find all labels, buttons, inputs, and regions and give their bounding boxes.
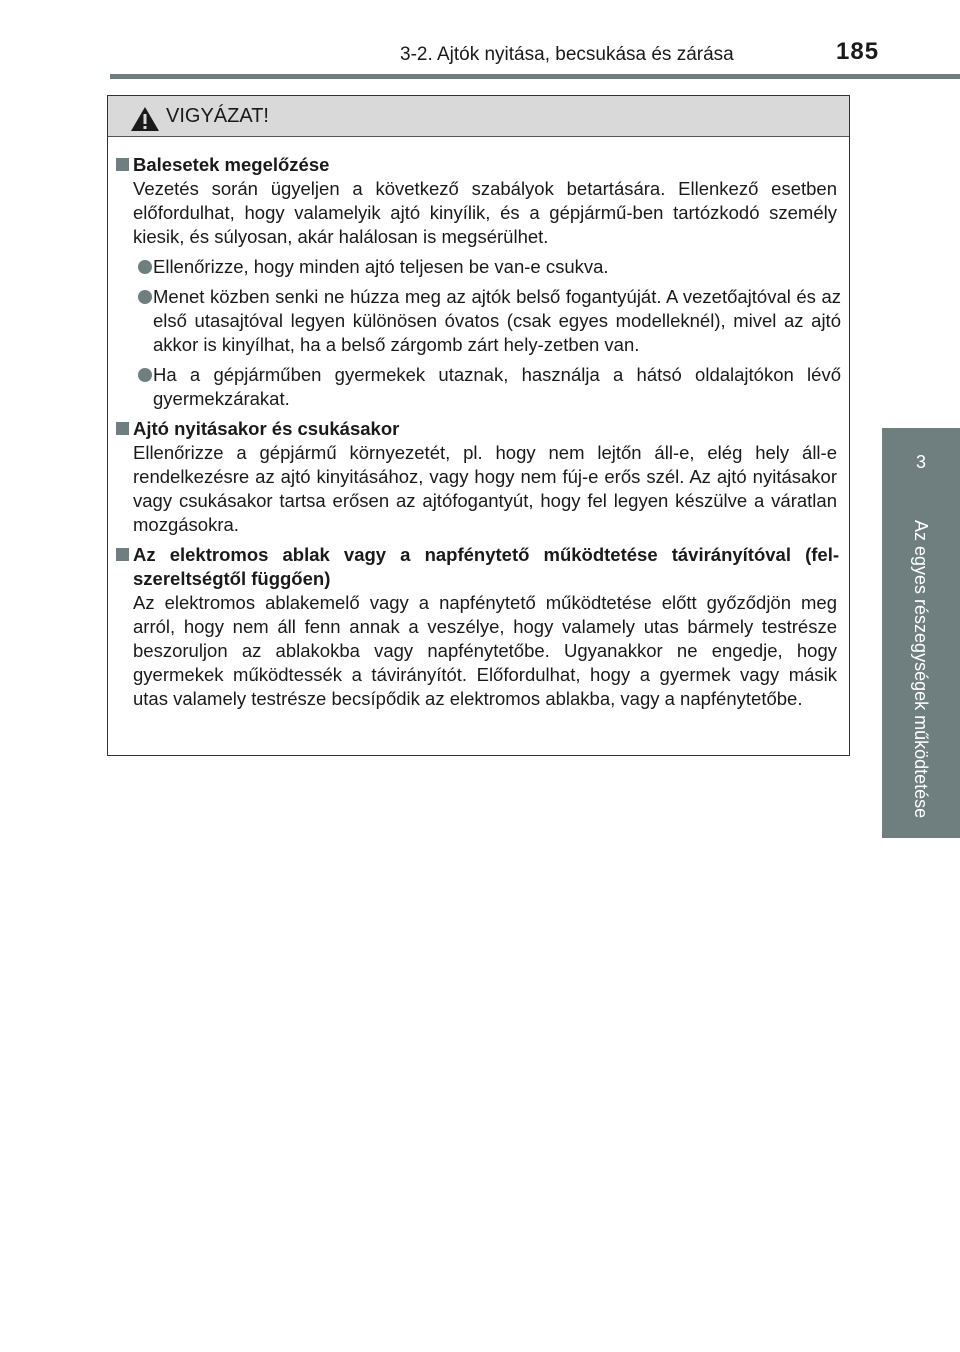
- section-title: Balesetek megelőzése: [133, 154, 330, 175]
- page-header-title: 3-2. Ajtók nyitása, becsukása és zárása: [400, 44, 734, 65]
- bullet-dot-icon: [138, 290, 152, 304]
- bullet-item: [133, 285, 841, 357]
- chapter-label: Az egyes részegységek működtetése: [911, 520, 931, 819]
- warning-triangle-icon: [130, 106, 160, 132]
- bullet-dot-icon: [138, 368, 152, 382]
- section-title: Ajtó nyitásakor és csukásakor: [133, 418, 400, 439]
- section-text: Vezetés során ügyeljen a következő szabályok betartására. Ellenkező esetben előfordulhat, hogy valamelyik ajtó kinyílik, és a gépjármű-ben tartózkodó személy kiesik, és súlyosan, akár halálosan is megsérülhet.: [133, 178, 837, 247]
- header-divider: [110, 74, 960, 79]
- section-square-marker: [116, 548, 129, 561]
- section-title: Az elektromos ablak vagy a napfénytető működtetése távirányítóval (fel-szereltségtől függően): [133, 544, 839, 589]
- section-square-marker: [116, 422, 129, 435]
- section-power-window-remote: [108, 543, 849, 711]
- warning-title: VIGYÁZAT!: [166, 105, 269, 127]
- section-square-marker: [116, 158, 129, 171]
- page-number: 185: [836, 38, 880, 65]
- section-text: Ellenőrizze a gépjármű környezetét, pl. hogy nem lejtőn áll-e, elég hely áll-e rendelkezésre az ajtó kinyitásához, vagy hogy nem fúj-e erős szél. Az ajtó nyitásakor vagy csukásakor tartsa erősen az ajtófogantyút, hogy fel legyen készülve a váratlan mozgásokra.: [133, 442, 837, 535]
- bullet-item: [133, 363, 841, 411]
- bullet-item: [133, 255, 841, 279]
- chapter-number: 3: [915, 452, 926, 472]
- chapter-side-tab: [882, 428, 960, 838]
- bullet-text: Ellenőrizze, hogy minden ajtó teljesen be van-e csukva.: [153, 256, 609, 277]
- warning-box: [107, 95, 850, 756]
- bullet-dot-icon: [138, 260, 152, 274]
- bullet-text: Ha a gépjárműben gyermekek utaznak, használja a hátsó oldalajtókon lévő gyermekzárakat.: [153, 364, 841, 409]
- section-text: Az elektromos ablakemelő vagy a napfénytető működtetése előtt győződjön meg arról, hogy nem áll fenn annak a veszélye, hogy valamely utas bármely testrésze beszoruljon az ablakokba vagy napfénytetőbe. Ugyanakkor ne engedje, hogy gyermekek működtessék a távirányítót. Előfordulhat, hogy a gyermek vagy másik utas valamely testrésze becsípődik az elektromos ablakba, vagy a napfénytetőbe.: [133, 592, 837, 709]
- section-door-opening: [108, 417, 849, 537]
- section-accident-prevention: [108, 153, 849, 411]
- warning-body: [108, 137, 849, 711]
- warning-header: [108, 96, 849, 137]
- bullet-text: Menet közben senki ne húzza meg az ajtók belső fogantyúját. A vezetőajtóval és az első utasajtóval legyen különösen óvatos (csak egyes modelleknél), mivel az ajtó akkor is kinyílhat, ha a belső zárgomb zárt hely-zetben van.: [153, 286, 841, 355]
